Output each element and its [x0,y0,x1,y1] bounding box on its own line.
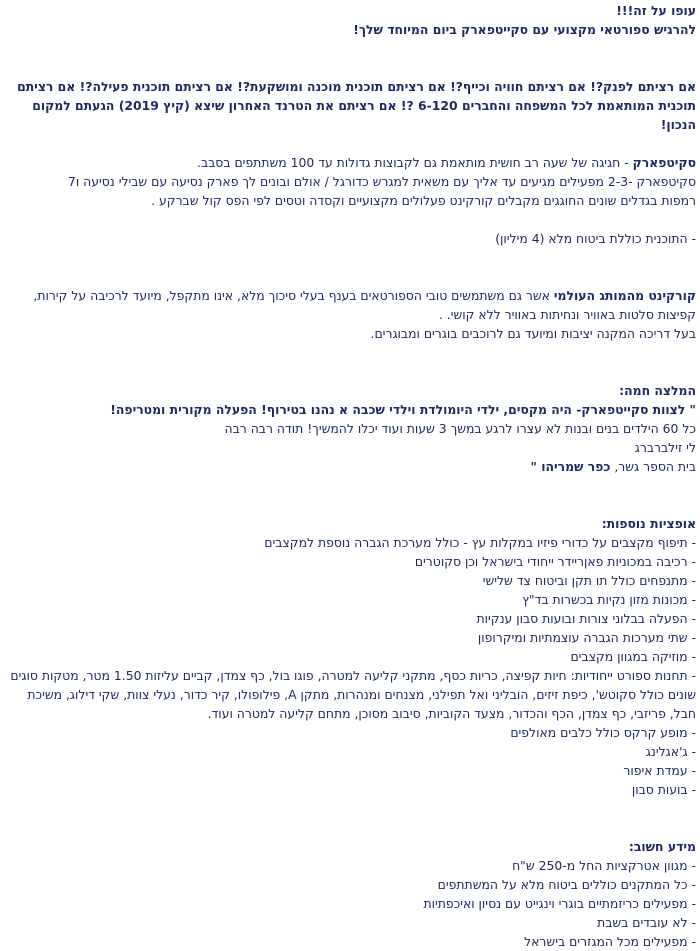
recommendation-title: המלצה חמה: [619,383,696,398]
list-item: - מכונות מזון נקיות בכשרות בד"ץ [522,592,696,607]
info-list [6,856,696,951]
subheadline: להרגיש ספורטאי מקצועי עם סקייטפארק ביום המיוחד שלך! [353,22,696,37]
list-item: - לא עובדים בשבת [597,915,696,930]
info-title: מידע חשוב: [628,839,696,854]
list-item: - מגוון אטרקציות החל מ-250 ש"ח [512,858,696,873]
intro-line-1: אם רציתם לפנק?! אם רציתם חוויה וכייף?! אם רציתם תוכנית מוכנה ומושקעת?! אם רציתם תוכנית פעילה?! אם רציתם [17,79,696,94]
skatepark-desc-3: רמפות בגדלים שונים החוגגים מקבלים קורקינט פעלולים מקצועיים וקסדה וטסים לפי הפס קול שברקע . [151,193,696,208]
recommendation-name: לי זילברברג [634,440,696,455]
list-item: - תיפוף מקצבים על כדורי פיזיו במקלות עץ - כולל מערכת הגברה נוספת למקצבים [264,535,696,550]
list-item: - כל המתקנים כוללים ביטוח מלא על המשתתפים [437,877,696,892]
list-item: - תחנות ספורט ייחודיות: חיות קפיצה, כריות כסף, מתקני קליעה למטרה, פוגו בול, כף צמדן, קביים עליזות 1.50 מטר, מטקות סוגים [10,668,696,683]
page-content [0,1,700,951]
list-item: - בועות סבון [631,782,696,797]
list-item: - הפעלה בבלוני צורות ובועות סבון ענקיות [476,611,696,626]
list-item: - מפעילים כריזמתיים בוגרי וינגייט עם נסיון ואיכפתיות [423,896,696,911]
intro-line-2: תוכנית המותאמת לכל המשפחה והחברים 6-120 ?! אם רציתם את הטרנד האחרון שיצא (קיץ 2019) הגעתם למקום הנכון! [32,98,696,132]
list-item: - עמדת איפור [623,763,696,778]
list-item: - ג'אגלינג [645,744,696,759]
scooter-desc-2: קפיצות סלטות באוויר ונחיתות באוויר ללא קושי. . [438,307,696,322]
list-item: - רכיבה במכוניות פאןריידר ייחודי בישראל וכן סקוטרים [414,554,696,569]
recommendation-school [6,457,696,476]
recommendation-quote: " לצוות סקייטפארק- היה מקסים, ילדי היומולדת וילדי שכבה א נהנו בטירוף! הפעלה מקורית ומטריפה! [110,402,696,417]
skatepark-desc-2: סקיטפארק -2-3 מפעילים מגיעים עד אליך עם משאית למגרש כדורגל / אולם ובונים לך פארק נסיעה עם שבילי נסיעה ו7 [67,174,696,189]
skatepark-desc-rest: - חגיגה של שעה רב חושית מותאמת גם לקבוצות גדולות עד 100 משתתפים בסבב. [197,155,633,170]
skatepark-desc-1 [6,153,696,172]
skatepark-label: סקיטפארק [632,155,696,170]
options-title: אופציות נוספות: [601,516,696,531]
list-item: - מפעילים מכל המגזרים בישראל [524,934,696,949]
insurance-note: - התוכנית כוללת ביטוח מלא (4 מיליון) [495,231,696,246]
list-item: - מופע קרקס כולל כלבים מאולפים [510,725,696,740]
list-item: - מתנפחים כולל תו תקן וביטוח צד שלישי [482,573,696,588]
list-item: חבל, פריזבי, כף צמדן, הכף והכדור, מצעד הקוביות, סיבוב מסוכן, מתחם קליעה למטרה ועוד. [207,706,696,721]
school-prefix: בית הספר גשר, [610,459,696,474]
recommendation-line-2: כל 60 הילדים בנים ובנות לא עצרו לרגע במשך 3 שעות ועוד יכלו להמשיך! תודה רבה רבה [224,421,696,436]
scooter-desc-rest: אשר גם משתמשים טובי הספורטאים בענף בעלי סיכוך מלא, אינו מתקפל, מיועד לרכיבה על קירות, [33,288,554,303]
list-item: - שתי מערכות הגברה עוצמתיות ומיקרופון [477,630,696,645]
headline: עופו על זה!!! [616,3,696,18]
list-item: שונים כולל סקוטש', כיפת זיזים, הובליני ואל תפילני, מצנחים ומנהרות, מתקן A, פילופולו, קיר כדור, נעלי צוות, שקי דילוג, משיכת [27,687,696,702]
list-item: - מוזיקה במגוון מקצבים [570,649,696,664]
scooter-label: קורקינט מהמותג העולמי [553,288,696,303]
scooter-desc-1 [6,286,696,305]
school-place: כפר שמריהו " [530,459,611,474]
scooter-desc-3: בעל דריכה המקנה יציבות ומיועד גם לרוכבים בוגרים ומבוגרים. [370,326,696,341]
options-list [6,533,696,799]
